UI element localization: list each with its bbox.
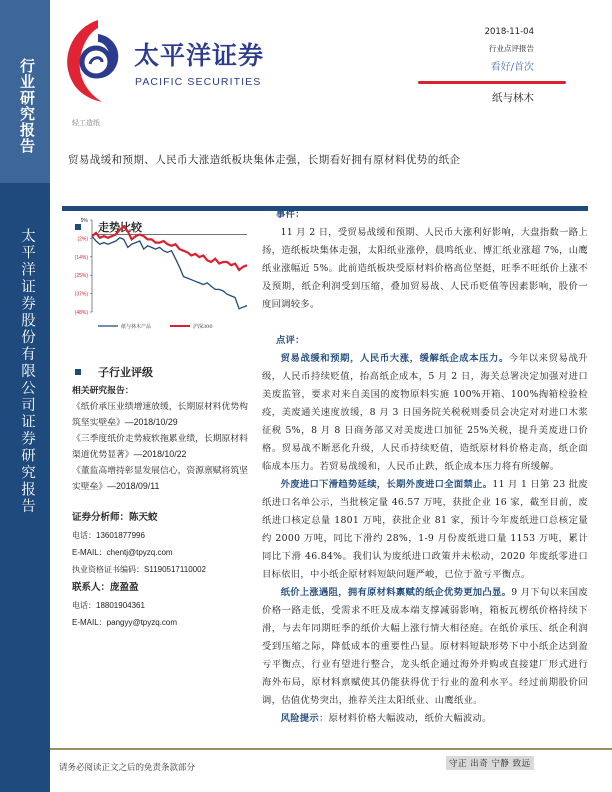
related-report-3[interactable]: 《董监高增持彰显发展信心，资源禀赋将筑坚实壁垒》—2018/09/11 (72, 465, 248, 492)
rating: 看好/首次 (490, 62, 534, 73)
series-line-hs300 (92, 227, 247, 271)
brand-name-cn: 太平洋证券 (134, 41, 265, 70)
legend-label: 沪深300 (193, 324, 213, 330)
comment-heading: 点评： (275, 335, 305, 346)
event-paragraph: 11 月 2 日，受贸易战缓和预期、人民币大涨利好影响，大盘指数一路上扬，造纸板块集体走强，太阳纸业涨停，晨鸣纸业、博汇纸业涨超 7%，山鹰纸业涨幅近 5%。此前造纸板块受原材料价格高位坚挺，旺季不旺纸价上涨不及预期，纸企利润受到压缩，叠加贸易战、人民币贬值等因素影响，股价一度回调较多。 (262, 227, 588, 310)
paragraph-1: 贸易战缓和预期，人民币大涨，缓解纸企成本压力。今年以来贸易战升级，人民币持续贬值，抬高纸企成本，5 月 2 日，海关总署决定加强对进口美废监管，要求对来自美国的废物原料实施 100%开箱、100%掏箱检验检疫，美废通关速度放缓，8 月 3 日国务院关税税则委员会决定对对进口木浆征税 5%，8 月 8 日商务部又对美废进口加征 25%关税，提升美废进口价格。贸易战不断恶化升级，人民币持续贬值，造纸原材料价格走高，纸企面临成本压力。若贸易战缓和，人民币止跌，纸企成本压力将有所缓解。 (262, 353, 588, 472)
contact-name: 联系人：庞盈盈 (72, 581, 139, 593)
footer-divider (50, 748, 612, 750)
motto: 守正 出奇 宁静 致远 (446, 756, 534, 770)
bullet-icon (75, 369, 81, 375)
sector: 轻工造纸 (72, 119, 100, 127)
related-report-1[interactable]: 《纸价承压业绩增速放缓，长期原材料优势构筑坚实壁垒》—2018/10/29 (72, 401, 248, 428)
section-sub-rating-title: 子行业评级 (98, 366, 153, 379)
contact-email[interactable]: E-MAIL：pangyy@tpyzq.com (72, 617, 178, 627)
y-tick-label: (2%) (77, 236, 88, 243)
paragraph-3: 纸价上涨遇阻，拥有原材料禀赋的纸企优势更加凸显。9 月下旬以来国废价格一路走低，受需求不旺及成本端支撑减弱影响，箱板瓦楞纸价格持续下滑，与去年同期旺季的纸价大幅上涨行情大相径庭。在纸价承压、纸企利润受到压缩之际，降低成本的重要性凸显。原材料短缺形势下中小纸企达到盈亏平衡点，行业有望进行整合，龙头纸企通过海外并购或直接建厂形式进行海外布局，原材料禀赋使其仍能获得优于行业的盈利水平。经过前期股价回调，估值优势突出，推荐关注太阳纸业、山鹰纸业。 (262, 587, 588, 706)
y-tick-label: (37%) (74, 291, 88, 298)
related-report-2[interactable]: 《三季度纸价走势疲软拖累业绩，长期原材料渠道优势显著》—2018/10/22 (72, 433, 248, 460)
analyst-phone: 电话：13601877996 (72, 530, 145, 540)
headline: 贸易战缓和预期、人民币大涨造纸板块集体走强，长期看好拥有原材料优势的纸企 (68, 154, 461, 166)
analyst-name: 证券分析师：陈天蛟 (72, 511, 158, 523)
pacific-logo-icon (62, 14, 126, 104)
sidebar-company-label: 太平洋证券股份有限公司证券研究报告 (19, 228, 35, 516)
related-title: 相关研究报告： (72, 386, 134, 396)
report-body (262, 206, 588, 728)
section-trend-title: 走势比较 (98, 221, 142, 234)
risk-paragraph: 风险提示：原材料价格大幅波动，纸价大幅波动。 (280, 713, 492, 724)
contact-phone: 电话：18801904361 (72, 600, 145, 610)
left-info-column (72, 384, 252, 631)
y-tick-label: (25%) (74, 273, 88, 280)
brand-name-en: PACIFIC SECURITIES (135, 76, 262, 88)
analyst-license: 执业资格证书编码：S1190517110002 (72, 564, 206, 574)
y-tick-label: 9% (80, 218, 88, 224)
y-tick-label: (48%) (74, 310, 88, 316)
section-sub-rating (75, 364, 153, 380)
header-divider (418, 81, 566, 84)
sidebar-report-label: 行业研究报告 (18, 58, 36, 154)
report-type: 行业点评报告 (489, 44, 534, 53)
series-line-paper-forest (92, 236, 247, 309)
y-tick-label: (14%) (74, 254, 88, 261)
event-heading: 事件： (275, 209, 305, 220)
industry: 纸与林木 (492, 92, 534, 104)
disclaimer: 请务必阅读正文之后的免责条款部分 (59, 763, 196, 773)
analyst-email[interactable]: E-MAIL：chentj@tpyzq.com (72, 547, 173, 557)
legend-label: 纸与林木产品 (121, 324, 152, 330)
paragraph-2: 外废进口下滑趋势延续，长期外废进口全面禁止。11 月 1 日第 23 批废纸进口名单公示，当批核定量 46.57 万吨，获批企业 16 家，截至目前，废纸进口核定总量 1801 万吨，获批企业 81 家，预计今年废纸进口总核定量约 2000 万吨，同比下滑约 28%，1-9 月份废纸进口量 1153 万吨，累计同比下滑 46.84%。我们认为废纸进口政策并未松动，2020 年废纸零进口目标依旧，中小纸企原材料短缺问题严峻，已位于盈亏平衡点。 (262, 479, 588, 580)
trend-chart (62, 212, 257, 337)
report-date: 2018-11-04 (484, 27, 534, 37)
